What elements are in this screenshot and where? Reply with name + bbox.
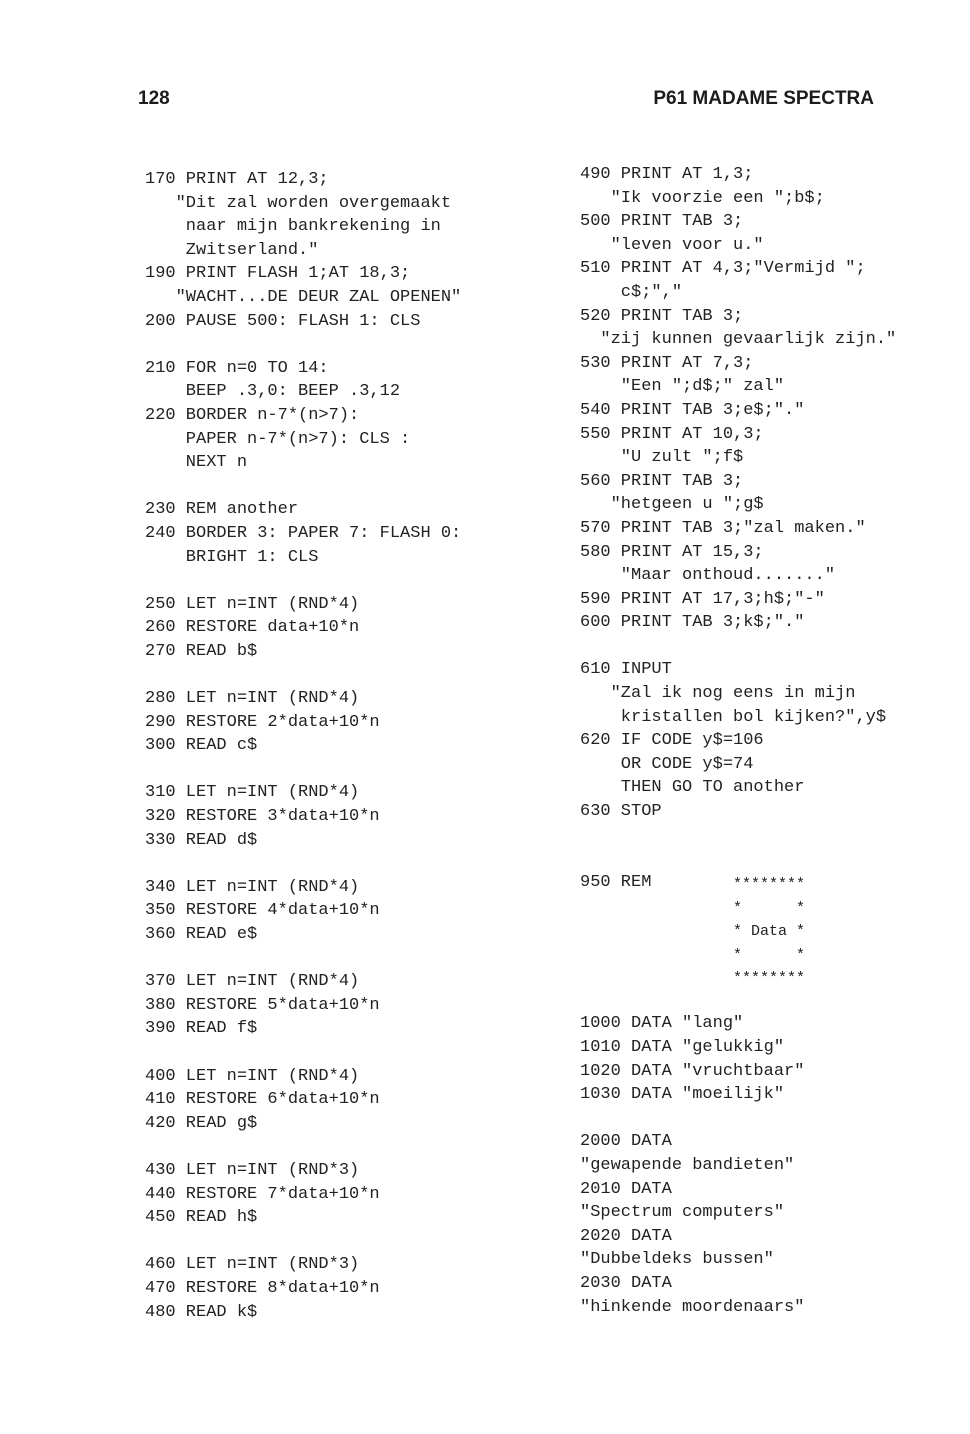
code-line: 480 READ k$ [145,1302,258,1322]
code-line: 630 STOP [580,802,662,822]
blank-line [580,635,965,659]
code-line: 1010 DATA "gelukkig" [580,1037,785,1057]
code-line: 2030 DATA [580,1273,672,1293]
code-line: 460 LET n=INT (RND*3) [145,1255,360,1275]
program-listing-left [145,168,545,1324]
code-line: 190 PRINT FLASH 1;AT 18,3; [145,264,411,284]
code-line: 250 LET n=INT (RND*4) [145,594,360,614]
code-line: 360 READ e$ [145,925,258,944]
code-line: 530 PRINT AT 7,3; [580,353,754,373]
code-line: 520 PRINT TAB 3; [580,306,744,326]
code-line: 330 READ d$ [145,830,258,850]
code-line: "hetgeen u ";g$ [580,495,764,515]
code-line: 220 BORDER n-7*(n>7): [145,405,360,425]
code-line: 290 RESTORE 2*data+10*n [145,712,380,732]
code-line: "U zult ";f$ [580,448,744,468]
blank-line [580,847,965,871]
code-line: 2000 DATA [580,1132,672,1152]
code-line: 580 PRINT AT 15,3; [580,542,764,562]
code-line: 230 REM another [145,500,299,520]
banner-line: ******** [733,876,806,893]
code-line: 410 RESTORE 6*data+10*n [145,1090,380,1110]
blank-line [145,1135,545,1159]
code-line: 1030 DATA "moeilijk" [580,1085,785,1105]
code-line: 540 PRINT TAB 3;e$;"." [580,400,805,420]
code-line: 2010 DATA [580,1179,672,1199]
banner-line: * Data * [733,923,806,941]
code-line: 550 PRINT AT 10,3; [580,424,764,444]
code-line: 170 PRINT AT 12,3; [145,170,329,189]
code-line: "Zal ik nog eens in mijn [580,684,856,704]
code-line: 450 READ h$ [145,1208,258,1228]
code-line: "zij kunnen gevaarlijk zijn." [580,330,897,350]
code-line: 320 RESTORE 3*data+10*n [145,807,380,827]
program-listing-right [580,163,965,1319]
code-line: BRIGHT 1: CLS [145,547,319,567]
code-line: "Een ";d$;" zal" [580,377,785,397]
code-line: 510 PRINT AT 4,3;"Vermijd "; [580,259,866,279]
banner-line: * * [733,946,806,964]
code-line: 340 LET n=INT (RND*4) [145,877,360,897]
code-line: NEXT n [145,453,248,473]
code-line: 560 PRINT TAB 3; [580,471,744,491]
code-line: 280 LET n=INT (RND*4) [145,689,360,709]
blank-line [580,989,965,1013]
code-line: 200 PAUSE 500: FLASH 1: CLS [145,311,421,331]
blank-line [145,1041,545,1065]
blank-line [145,1230,545,1254]
code-line: THEN GO TO another [580,778,805,798]
blank-line [145,758,545,782]
code-line: 370 LET n=INT (RND*4) [145,972,360,992]
code-line: 590 PRINT AT 17,3;h$;"-" [580,589,825,609]
code-line: Zwitserland." [145,240,319,260]
code-line: 2020 DATA [580,1226,672,1246]
blank-line [580,824,965,848]
code-line: 350 RESTORE 4*data+10*n [145,901,380,921]
code-line: 490 PRINT AT 1,3; [580,165,754,184]
code-line: "WACHT...DE DEUR ZAL OPENEN" [145,287,462,307]
code-line: 610 INPUT [580,660,672,680]
code-line: kristallen bol kijken?",y$ [580,707,887,727]
code-line: "hinkende moordenaars" [580,1297,805,1317]
code-line: PAPER n-7*(n>7): CLS : [145,429,411,449]
code-line: 500 PRINT TAB 3; [580,212,744,232]
code-line: 420 READ g$ [145,1113,258,1133]
code-line: 470 RESTORE 8*data+10*n [145,1278,380,1298]
code-line: 260 RESTORE data+10*n [145,618,360,638]
code-line: 390 READ f$ [145,1019,258,1039]
banner-line: ******** [733,970,806,988]
blank-line [145,852,545,876]
code-line: 210 FOR n=0 TO 14: [145,358,329,378]
code-line: "Ik voorzie een ";b$; [580,188,825,208]
code-line: "Maar onthoud......." [580,566,836,586]
banner-line: * * [733,899,806,917]
code-line: 430 LET n=INT (RND*3) [145,1160,360,1180]
code-line: "gewapende bandieten" [580,1155,795,1175]
code-line: naar mijn bankrekening in [145,217,441,237]
code-line: "Dit zal worden overgemaakt [145,193,452,213]
blank-line [145,947,545,971]
blank-line [145,663,545,687]
code-line: 240 BORDER 3: PAPER 7: FLASH 0: [145,523,462,543]
code-line: 570 PRINT TAB 3;"zal maken." [580,518,866,538]
code-line: 380 RESTORE 5*data+10*n [145,995,380,1015]
code-line: OR CODE y$=74 [580,754,754,774]
code-line: 1000 DATA "lang" [580,1014,744,1034]
code-line: BEEP .3,0: BEEP .3,12 [145,382,401,402]
data-rem-banner [733,873,805,991]
code-line: 270 READ b$ [145,641,258,661]
code-line: 300 READ c$ [145,736,258,756]
code-line: 1020 DATA "vruchtbaar" [580,1061,805,1081]
page-header [138,88,874,118]
page-number: 128 [138,88,170,109]
code-line: 600 PRINT TAB 3;k$;"." [580,613,805,633]
code-line: 400 LET n=INT (RND*4) [145,1066,360,1086]
code-line: 620 IF CODE y$=106 [580,731,764,751]
code-line: 310 LET n=INT (RND*4) [145,783,360,803]
blank-line [145,569,545,593]
blank-line [145,333,545,357]
code-line: 950 REM [580,872,652,892]
code-line: c$;"," [580,282,683,302]
code-line: "Dubbeldeks bussen" [580,1250,774,1270]
code-line: "leven voor u." [580,235,764,255]
blank-line [145,475,545,499]
blank-line [580,1107,965,1131]
code-line: 440 RESTORE 7*data+10*n [145,1184,380,1204]
chapter-title: P61 MADAME SPECTRA [653,88,874,109]
code-line: "Spectrum computers" [580,1203,785,1223]
